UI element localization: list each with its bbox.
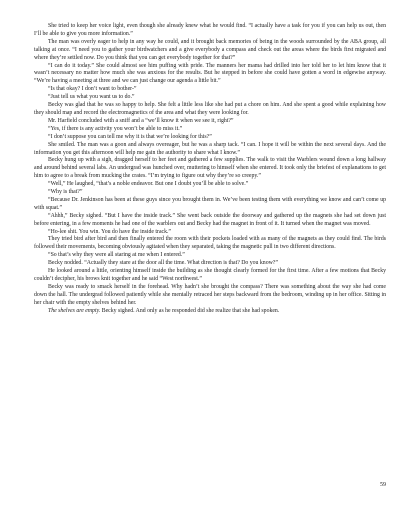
page-body <box>34 23 386 316</box>
paragraph: Becky was glad that he was so happy to help. She felt a little less like she had put a chore on him. And she spent a good while explaining how they should map and record the electromagnetics of the area and what they were looking for. <box>34 102 386 116</box>
paragraph: “Yes, if there is any activity you won’t be able to miss it.” <box>48 125 183 132</box>
paragraph: He looked around a little, orienting himself inside the building as she thought clearly formed for the first time. After a few motions that Becky couldn’t decipher, his brows knit together and he said “West northwest.” <box>34 268 386 282</box>
paragraph: “Ahhh,” Becky sighed. “But I have the inside track.” She went back outside the doorway and gathered up the magnets she had set down just before entering, in a few moments he had one of the warblers out and Becky had the magnet in front of it. It turned when the magnet was moved. <box>34 212 386 227</box>
paragraph: “Well,” He laughed, “that’s a noble endeavor. But one I doubt you’ll be able to solve.” <box>48 181 249 188</box>
italic-phrase: The shelves are empty. <box>48 307 101 314</box>
paragraph: “Ho-lee shit. You win. You do have the inside track.” <box>48 228 172 235</box>
paragraph-text: Becky sighed. And only as he responded did she realize that she had spoken. <box>100 307 280 314</box>
paragraph: “So that’s why they were all staring at me when I entered.” <box>48 252 185 259</box>
paragraph: “Is that okay? I don’t want to bother-” <box>48 86 137 93</box>
page-number: 59 <box>380 482 386 488</box>
paragraph: Becky was ready to smack herself in the forehead. Why hadn’t she brought the compass? There was something about the way she had come down the hall. The undergrad followed patiently while she mentally retraced her steps backward from the bedroom, winding up in her office. Sitting in her chair with the empty shelves behind her. <box>34 283 386 306</box>
paragraph: “Why is that?” <box>48 189 83 196</box>
paragraph: “Just tell us what you want us to do.” <box>48 94 135 101</box>
paragraph: She tried to keep her voice light, even though she already knew what he would find. “I actually have a task for you if you can help us out, then I’ll be able to give you more information.” <box>34 23 386 37</box>
paragraph: “I don’t suppose you can tell me why it is that we’re looking for this?” <box>48 133 212 140</box>
paragraph: The man was overly eager to help in any way he could, and it brought back memories of being in the woods surrounded by the ABA group, all talking at once. “I need you to gather your birdwatchers and a give everybody a compass and check out the areas where the birds first migrated and where they’re settled now. Do you think that you can get everybody together for that?” <box>34 38 386 61</box>
paragraph: She smiled. The man was a goon and always overeager, but he was a sharp tack. “I can. I hope it will be within the next several days. And the information you get this afternoon will help me gain the authority to share what I know.” <box>34 141 386 156</box>
paragraph <box>34 308 386 316</box>
paragraph: Mr. Harfield concluded with a sniff and a “we’ll know it when we see it, right?” <box>48 117 234 124</box>
paragraph: “Because Dr. Jenkinson has been at these guys since you brought them in. We’ve been testing them with everything we know and can’t come up with squat.” <box>34 196 386 211</box>
paragraph: “I can do it today.” She could almost see him puffing with pride. The manners her mama had drilled into her told her to let him know that it wasn’t necessary no matter how much she was anxious for the results. But he stepped in before she could have gotten a word in edgewise anyway. “We’re having a meeting at three and we can just change our agenda a little bit.” <box>34 62 386 85</box>
paragraph: They tried bird after bird and then finally entered the room with their pockets loaded with as many of the magnets as they could find. The birds followed their movements, becoming obviously agitated when they separated, taking the magnetic pull in two different directions. <box>34 236 386 251</box>
paragraph: Becky hung up with a sigh, dragged herself to her feet and gathered a few supplies. The walk to visit the Warblers wound down a long hallway and around behind several labs. An undergrad was hunched over, muttering to himself when she entered. It took only the briefest of explanations to get him to agree to a break from mucking the crates. “I’m trying to figure out why they’re so creepy.” <box>34 157 386 180</box>
paragraph: Becky nodded. “Actually they stare at the door all the time. What direction is that? Do you know?” <box>48 260 278 267</box>
